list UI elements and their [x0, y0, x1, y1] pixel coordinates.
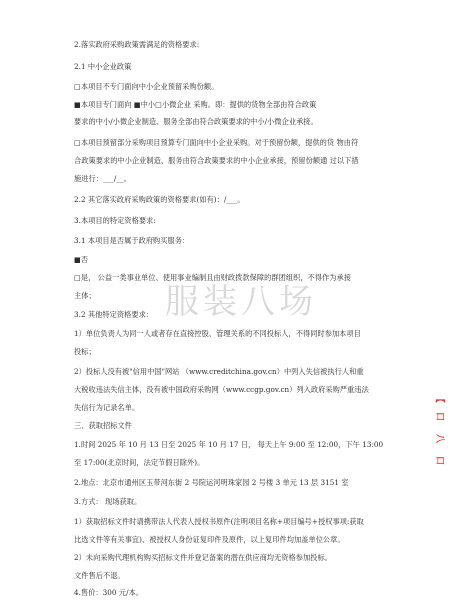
stamp-mark: 【 [434, 393, 445, 404]
subsection-heading: 3.1 本项目是否属于政府购买服务： [74, 236, 190, 245]
text-line: ■本项目专门面向 ■中小□小微企业 采购。即：提供的货物全部由符合政策 [74, 100, 317, 109]
text-line: 至 17:00(北京时间，法定节假日除外)。 [74, 458, 205, 467]
stamp-mark: 八 [434, 433, 445, 444]
checkbox-option: ■否 [74, 255, 89, 264]
text-line: 失信行为记录名单。 [74, 403, 140, 412]
text-line: 1）单位负责人为同一人或者存在直接控股、管理关系的不同投标人，不得同时参加本项目 [74, 329, 361, 338]
text-line: 合政策要求的中小企业制造、服务由符合政策要求的中小企业承接，预留份额通 过以下措 [74, 156, 359, 165]
text-line: 4.售价：300 元/本。 [74, 588, 144, 597]
text-line: 投标； [74, 347, 96, 356]
section-heading: 2.落实政府采购政策需满足的资格要求: [74, 40, 200, 49]
watermark: 服装八场 [165, 282, 317, 322]
text-line: 大税收违法失信主体，没有被中国政府采购网（www.ccgp.gov.cn）列入政府采购严重违法 [74, 385, 369, 394]
section-heading: 三、获取招标文件 [74, 421, 132, 430]
text-line: □本项目预留部分采购项目预算专门面向中小企业采购。对于预留份额，提供的货 物由符 [74, 138, 359, 147]
text-line: 主体； [74, 291, 96, 300]
text-line: 比选文件等有关事宜)、被授权人身份证复印件及原件，以上复印件均加盖单位公章。 [74, 535, 345, 544]
checkbox-option: □是， 公益一类事业单位、使用事业编制且由财政拨款保障的群团组织，不得作为承接 [74, 273, 351, 282]
text-line: 2）投标人没有被"信用中国"网站 （www.creditchina.gov.cn）中列入失信被执行人和重 [74, 367, 364, 376]
text-line: 要求的中小/小微企业制造、服务全部由符合政策要求的中小/小微企业承接。 [74, 117, 318, 126]
text-line: 1.时间 2025 年 10 月 13 日至 2025 年 10 月 17 日， 每天上午 9:00 至 12:00，下午 13:00 [74, 440, 384, 449]
text-line: □本项目不专门面向中小企业预留采购份额。 [74, 82, 219, 91]
text-line: 3.方式： 现场获取。 [74, 497, 142, 506]
text-line: 2）未向采购代理机构购买招标文件并登记备案的潜在供应商均无资格参加投标。 [74, 553, 332, 562]
subsection-heading: 2.1 中小企业政策 [74, 62, 132, 71]
section-heading: 3.本项目的特定资格要求: [74, 216, 156, 225]
subsection-heading: 2.2 其它落实政府采购政策的资格要求(如有)：/___。 [74, 195, 245, 204]
text-line: 文件售后不退。 [74, 571, 125, 580]
stamp-mark: 口 [434, 455, 445, 466]
text-line: 2.地点：北京市通州区玉带河东街 2 号院运河明珠家园 2 号楼 3 单元 13 层 3151 室 [74, 478, 349, 487]
subsection-heading: 3.2 其他特定资格要求： [74, 310, 154, 319]
stamp-mark: 口 [434, 411, 445, 422]
text-line: 施进行：___/__。 [74, 174, 131, 183]
text-line: 1）获取招标文件时请携带法人代表人授权书原件(注明项目名称+项目编号+授权事项:获取 [74, 517, 364, 526]
